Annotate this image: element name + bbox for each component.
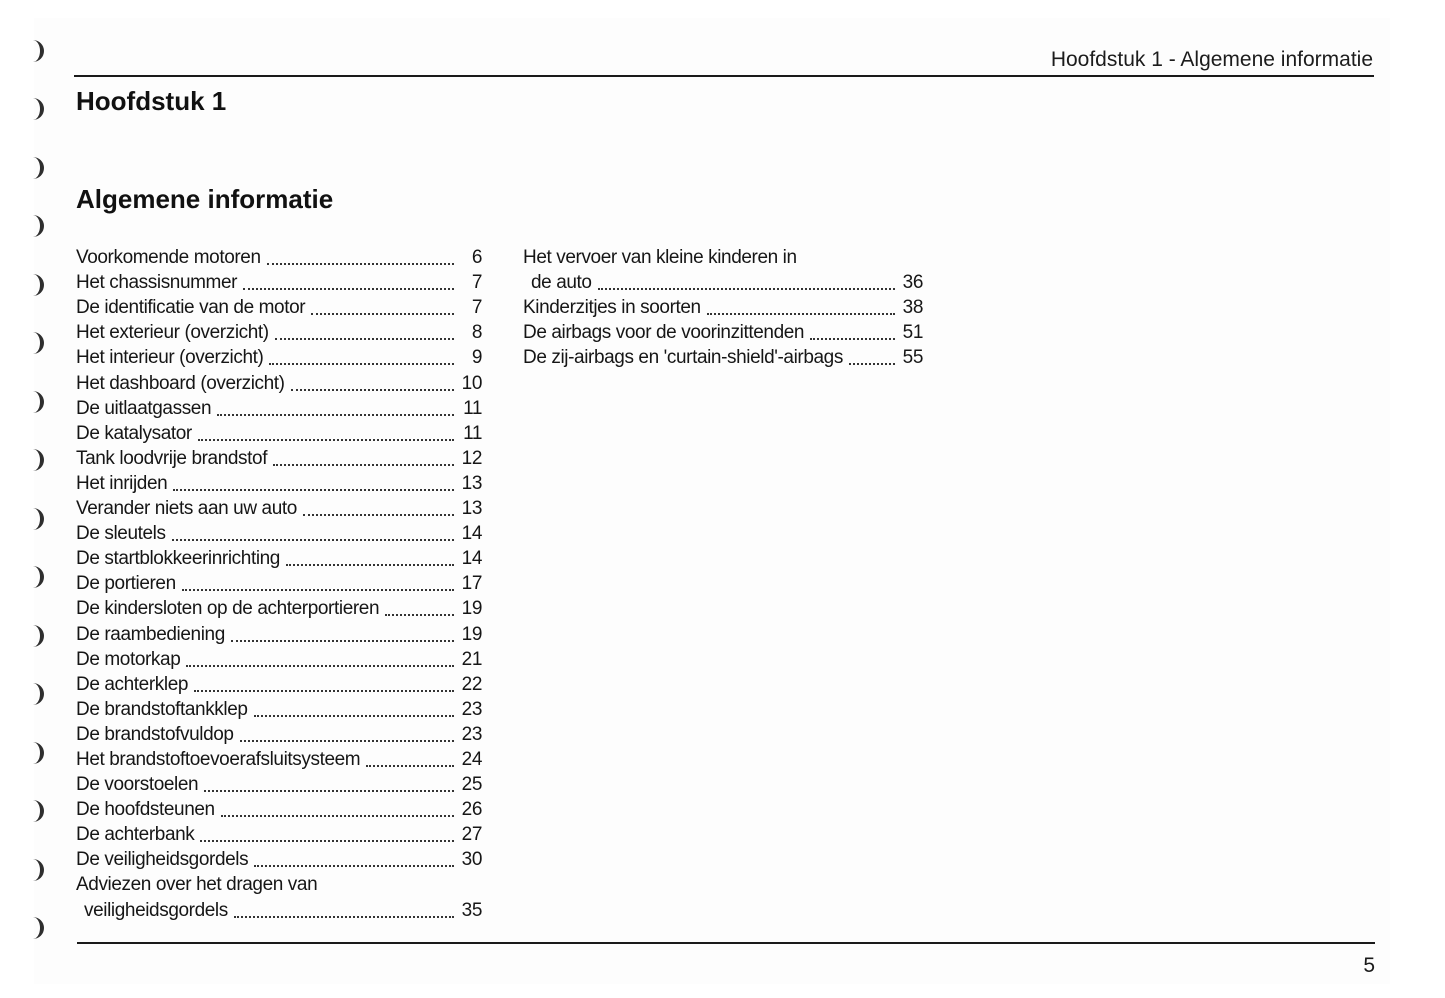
toc-leader-dots (311, 313, 454, 315)
toc-leader-dots (231, 640, 454, 642)
toc-entry-page: 23 (461, 698, 482, 720)
toc-entry-label: De brandstoftankklep (76, 698, 248, 720)
toc-leader-dots (186, 665, 454, 667)
binding-hole (33, 800, 44, 822)
toc-entry[interactable] (76, 771, 482, 796)
toc-entry-page: 25 (461, 774, 482, 796)
chapter-label: Hoofdstuk 1 (76, 86, 227, 116)
toc-leader-dots (234, 916, 454, 918)
toc-entry-label: Tank loodvrije brandstof (76, 447, 268, 469)
toc-entry-page: 6 (471, 247, 482, 269)
toc-entry-page: 30 (461, 849, 482, 871)
toc-entry-page: 14 (461, 523, 482, 545)
toc-entry-label: De raambediening (76, 623, 225, 645)
toc-leader-dots (194, 690, 454, 692)
binding-hole (33, 508, 44, 530)
toc-entry[interactable] (76, 420, 482, 445)
page-number: 5 (1363, 954, 1375, 977)
toc-entry-label: De identificatie van de motor (76, 297, 306, 319)
binding-hole (33, 157, 44, 179)
toc-entry-page: 36 (902, 272, 923, 294)
binding-hole (33, 859, 44, 881)
toc-leader-dots (243, 288, 454, 290)
toc-entry-label: De achterklep (76, 673, 189, 695)
toc-entry-label: De zij-airbags en 'curtain-shield'-airbags (523, 347, 843, 369)
toc-entry[interactable] (76, 620, 482, 645)
toc-entry-label: Kinderzitjes in soorten (523, 297, 701, 319)
toc-column-left (76, 244, 482, 922)
toc-entry-label: De startblokkeerinrichting (76, 548, 280, 570)
toc-leader-dots (267, 263, 454, 265)
binding-hole (33, 215, 44, 237)
toc-entry-label: De uitlaatgassen (76, 397, 212, 419)
toc-leader-dots (240, 740, 454, 742)
toc-entry[interactable] (76, 294, 482, 319)
binding-hole (33, 449, 44, 471)
toc-leader-dots (254, 865, 454, 867)
binding-hole (33, 98, 44, 120)
toc-entry[interactable] (76, 470, 482, 495)
toc-entry[interactable] (76, 520, 482, 545)
header-rule (74, 75, 1374, 77)
toc-entry[interactable] (76, 445, 482, 470)
running-header: Hoofdstuk 1 - Algemene informatie (1050, 48, 1373, 71)
toc-entry-page: 7 (471, 297, 482, 319)
toc-entry-label: De hoofdsteunen (76, 799, 215, 821)
toc-entry[interactable] (76, 395, 482, 420)
toc-entry-page: 55 (902, 347, 923, 369)
toc-entry-label: Het vervoer van kleine kinderen in (523, 247, 797, 269)
toc-entry-label: De veiligheidsgordels (76, 849, 249, 871)
toc-entry-label: Het chassisnummer (76, 272, 238, 294)
binding-hole (33, 274, 44, 296)
toc-column-right (523, 244, 923, 369)
toc-entry-label: De portieren (76, 573, 176, 595)
toc-entry[interactable] (76, 495, 482, 520)
toc-entry-label: De sleutels (76, 523, 166, 545)
chapter-title: Algemene informatie (76, 184, 334, 214)
toc-entry-page: 13 (461, 498, 482, 520)
toc-leader-dots (273, 464, 454, 466)
toc-leader-dots (849, 363, 895, 365)
toc-entry-page: 19 (461, 623, 482, 645)
toc-entry-page: 38 (902, 297, 923, 319)
toc-entry-page: 17 (461, 573, 482, 595)
toc-leader-dots (385, 614, 454, 616)
toc-leader-dots (200, 840, 454, 842)
toc-entry[interactable] (523, 294, 923, 319)
toc-entry-label: De voorstoelen (76, 774, 199, 796)
toc-leader-dots (303, 514, 454, 516)
toc-entry-page: 10 (461, 372, 482, 394)
toc-entry-page: 12 (461, 447, 482, 469)
toc-leader-dots (254, 715, 454, 717)
toc-entry-page: 11 (463, 422, 482, 444)
toc-entry[interactable] (76, 570, 482, 595)
toc-entry[interactable] (76, 846, 482, 871)
toc-entry[interactable] (76, 319, 482, 344)
toc-entry-label: Adviezen over het dragen van (76, 874, 318, 896)
toc-entry-label: De brandstofvuldop (76, 723, 234, 745)
toc-entry-label: De motorkap (76, 648, 181, 670)
toc-leader-dots (173, 489, 454, 491)
toc-entry-page: 11 (463, 397, 482, 419)
toc-leader-dots (217, 414, 454, 416)
toc-entry-label: De kindersloten op de achterportieren (76, 598, 380, 620)
toc-leader-dots (366, 765, 454, 767)
toc-entry[interactable] (76, 344, 482, 369)
toc-entry-page: 24 (461, 748, 482, 770)
toc-entry-page: 23 (461, 723, 482, 745)
toc-entry[interactable] (523, 269, 923, 294)
toc-entry-page: 26 (461, 799, 482, 821)
binding-hole (33, 40, 44, 62)
binding-holes (33, 40, 47, 940)
toc-entry-label: veiligheidsgordels (84, 899, 228, 921)
binding-hole (33, 917, 44, 939)
binding-hole (33, 566, 44, 588)
toc-entry-label: Het exterieur (overzicht) (76, 322, 269, 344)
toc-entry[interactable] (76, 595, 482, 620)
toc-entry[interactable] (76, 671, 482, 696)
toc-entry-label: de auto (531, 272, 592, 294)
toc-entry-label: Het dashboard (overzicht) (76, 372, 285, 394)
toc-entry[interactable] (76, 696, 482, 721)
toc-leader-dots (275, 338, 454, 340)
toc-entry[interactable] (76, 721, 482, 746)
toc-leader-dots (598, 288, 895, 290)
toc-entry-page: 7 (471, 272, 482, 294)
toc-entry-page: 14 (461, 548, 482, 570)
toc-entry-page: 51 (902, 322, 923, 344)
toc-entry-label: De katalysator (76, 422, 192, 444)
toc-entry-label: Voorkomende motoren (76, 247, 261, 269)
toc-entry-page: 35 (461, 899, 482, 921)
toc-leader-dots (172, 539, 454, 541)
toc-entry-label: Verander niets aan uw auto (76, 498, 297, 520)
toc-leader-dots (221, 815, 454, 817)
toc-leader-dots (291, 389, 454, 391)
binding-hole (33, 625, 44, 647)
toc-entry[interactable] (76, 646, 482, 671)
toc-entry-page: 21 (461, 648, 482, 670)
toc-entry-page: 22 (461, 673, 482, 695)
binding-hole (33, 683, 44, 705)
toc-entry-page: 19 (461, 598, 482, 620)
binding-hole (33, 742, 44, 764)
toc-entry-label: De airbags voor de voorinzittenden (523, 322, 805, 344)
binding-hole (33, 391, 44, 413)
binding-hole (33, 332, 44, 354)
footer-rule (77, 942, 1375, 944)
toc-leader-dots (182, 589, 454, 591)
toc-entry[interactable] (76, 746, 482, 771)
toc-entry[interactable] (76, 821, 482, 846)
toc-entry-label: Het inrijden (76, 472, 168, 494)
toc-leader-dots (810, 338, 895, 340)
toc-entry-page: 8 (471, 322, 482, 344)
toc-entry[interactable] (523, 344, 923, 369)
toc-entry[interactable] (76, 796, 482, 821)
toc-entry-page: 9 (471, 347, 482, 369)
toc-leader-dots (707, 313, 895, 315)
toc-entry[interactable] (523, 244, 923, 269)
toc-entry-page: 13 (461, 472, 482, 494)
toc-entry-page: 27 (461, 824, 482, 846)
toc-entry[interactable] (76, 244, 482, 269)
toc-entry-label: Het interieur (overzicht) (76, 347, 264, 369)
toc-entry[interactable] (76, 269, 482, 294)
toc-entry[interactable] (76, 896, 482, 921)
toc-leader-dots (269, 363, 454, 365)
toc-entry[interactable] (523, 319, 923, 344)
toc-leader-dots (198, 439, 454, 441)
toc-leader-dots (204, 790, 454, 792)
toc-entry[interactable] (76, 369, 482, 394)
toc-entry[interactable] (76, 871, 482, 896)
toc-leader-dots (286, 564, 454, 566)
toc-entry[interactable] (76, 545, 482, 570)
toc-entry-label: De achterbank (76, 824, 195, 846)
toc-entry-label: Het brandstoftoevoerafsluitsysteem (76, 748, 361, 770)
